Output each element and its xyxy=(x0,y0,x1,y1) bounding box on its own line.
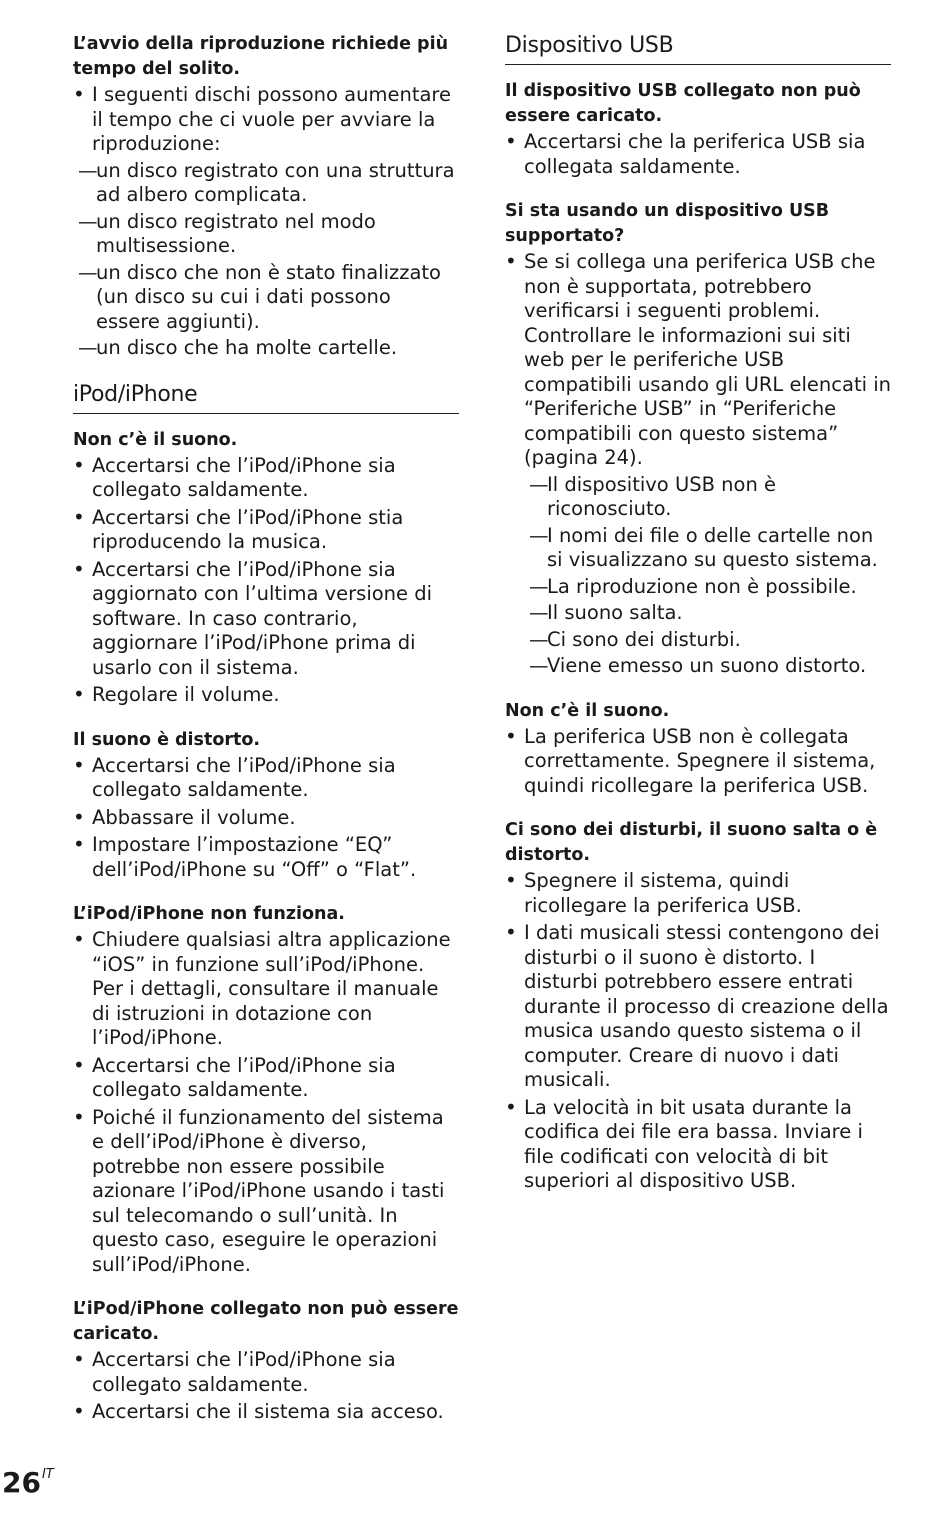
list-item: • Poiché il funzionamento del sistema e dell’iPod/iPhone è diverso, potrebbe non essere possibile azionare l’iPod/iPhone usando i tasti sul telecomando o sull’unità. In questo caso, eseguire le operazioni sull’iPod/iPhone. xyxy=(73,1106,459,1278)
bullet-list xyxy=(73,928,459,1277)
dash-item: — Ci sono dei disturbi. xyxy=(529,627,741,651)
bullet-list xyxy=(505,130,891,179)
list-item: • Accertarsi che l’iPod/iPhone sia collegato saldamente. xyxy=(73,454,459,503)
bullet-list xyxy=(73,83,459,361)
dash-item: — Viene emesso un suono distorto. xyxy=(529,654,867,677)
list-item: • I dati musicali stessi contengono dei disturbi o il suono è distorto. I disturbi potrebbero essere entrati durante il processo di creazione della musica usando questo sistema o il computer. Creare di nuovo i dati musicali. xyxy=(505,921,891,1093)
dash-item: — Il dispositivo USB non è riconosciuto. xyxy=(529,472,777,520)
page-language: IT xyxy=(41,1467,54,1482)
section-title: Non c’è il suono. xyxy=(505,700,670,721)
list-item: • Chiudere qualsiasi altra applicazione “iOS” in funzione sull’iPod/iPhone. Per i dettagli, consultare il manuale di istruzioni in dotazione con l’iPod/iPhone. xyxy=(73,928,459,1051)
bullet-list xyxy=(505,250,891,679)
section-title: L’avvio della riproduzione richiede più tempo del solito. xyxy=(73,34,449,79)
bullet-list xyxy=(73,1348,459,1425)
left-column xyxy=(73,32,459,1445)
page-number: $26^{IT}$ xyxy=(2,1466,54,1499)
list-item: • Accertarsi che l’iPod/iPhone sia collegato saldamente. xyxy=(73,754,459,803)
list-item: • La periferica USB non è collegata correttamente. Spegnere il sistema, quindi ricollegare la periferica USB. xyxy=(505,725,891,799)
dash-item: — un disco che ha molte cartelle. xyxy=(78,336,398,359)
heading-ipod-iphone: iPod/iPhone xyxy=(73,381,459,414)
section-title: Ci sono dei disturbi, il suono salta o è distorto. xyxy=(505,820,878,865)
dash-list xyxy=(73,159,459,361)
dash-item: — un disco registrato nel modo multisessione. xyxy=(78,209,376,257)
section-title: L’iPod/iPhone collegato non può essere caricato. xyxy=(73,1299,459,1344)
list-item: • Accertarsi che l’iPod/iPhone stia riproducendo la musica. xyxy=(73,506,459,555)
section-supported-usb xyxy=(505,199,891,679)
bullet-list xyxy=(505,869,891,1194)
section-no-sound xyxy=(73,428,459,708)
heading-usb-device: Dispositivo USB xyxy=(505,32,891,65)
list-item: • Accertarsi che la periferica USB sia collegata saldamente. xyxy=(505,130,891,179)
section-usb-not-charging xyxy=(505,79,891,179)
section-title: L’iPod/iPhone non funziona. xyxy=(73,904,345,924)
section-ipod-not-charging xyxy=(73,1297,459,1425)
section-usb-no-sound xyxy=(505,699,891,799)
list-item: • Regolare il volume. xyxy=(73,683,459,708)
section-ipod-not-working xyxy=(73,902,459,1277)
dash-item: — I nomi dei file o delle cartelle non si visualizzano su questo sistema. xyxy=(529,523,878,571)
dash-item: — un disco registrato con una struttura ad albero complicata. xyxy=(78,158,455,206)
dash-item: — La riproduzione non è possibile. xyxy=(529,574,857,598)
section-slow-playback xyxy=(73,32,459,361)
list-item: • Spegnere il sistema, quindi ricollegare la periferica USB. xyxy=(505,869,891,918)
list-item: • Impostare l’impostazione “EQ” dell’iPod/iPhone su “Off” o “Flat”. xyxy=(73,833,459,882)
bullet-list xyxy=(73,754,459,883)
dash-list xyxy=(524,473,891,679)
bullet-list xyxy=(505,725,891,799)
section-usb-noise xyxy=(505,818,891,1194)
list-item: • Abbassare il volume. xyxy=(73,806,459,831)
section-title: Si sta usando un dispositivo USB supportato? xyxy=(505,201,830,246)
right-column xyxy=(505,32,891,1214)
bullet-list xyxy=(73,454,459,708)
list-item: • I seguenti dischi possono aumentare il tempo che ci vuole per avviare la riproduzione: — un disco registrato con una struttura ad albero complicata. — un disco registrato nel modo multisessione. — un disco che non è stato finalizzato (un disco su cui i dati possono essere aggiunti). — un disco che ha molte cartelle. xyxy=(73,83,459,361)
section-title: Il suono è distorto. xyxy=(73,729,261,750)
list-item: • Accertarsi che l’iPod/iPhone sia collegato saldamente. xyxy=(73,1054,459,1103)
list-item: • Accertarsi che il sistema sia acceso. xyxy=(73,1400,459,1425)
dash-item: — Il suono salta. xyxy=(529,601,683,624)
list-item: • Se si collega una periferica USB che non è supportata, potrebbero verificarsi i seguenti problemi. Controllare le informazioni sui siti web per le periferiche USB compatibili usando gli URL elencati in “Periferiche USB” in “Periferiche compatibili con questo sistema” (pagina 24). — Il dispositivo USB non è riconosciuto. — I nomi dei file o delle cartelle non si visualizzano su questo sistema. — La riproduzione non è possibile. — Il suono salta. — Ci sono dei disturbi. — Viene emesso un suono distorto. xyxy=(505,250,891,679)
list-item: • Accertarsi che l’iPod/iPhone sia collegato saldamente. xyxy=(73,1348,459,1397)
dash-item: — un disco che non è stato finalizzato (un disco su cui i dati possono essere aggiunti). xyxy=(78,260,441,333)
section-distorted-sound xyxy=(73,728,459,883)
list-item: • La velocità in bit usata durante la codifica dei file era bassa. Inviare i file codificati con velocità di bit superiori al dispositivo USB. xyxy=(505,1096,891,1194)
list-item: • Accertarsi che l’iPod/iPhone sia aggiornato con l’ultima versione di software. In caso contrario, aggiornare l’iPod/iPhone prima di usarlo con il sistema. xyxy=(73,558,459,681)
section-title: Il dispositivo USB collegato non può essere caricato. xyxy=(505,81,861,126)
section-title: Non c’è il suono. xyxy=(73,429,238,450)
